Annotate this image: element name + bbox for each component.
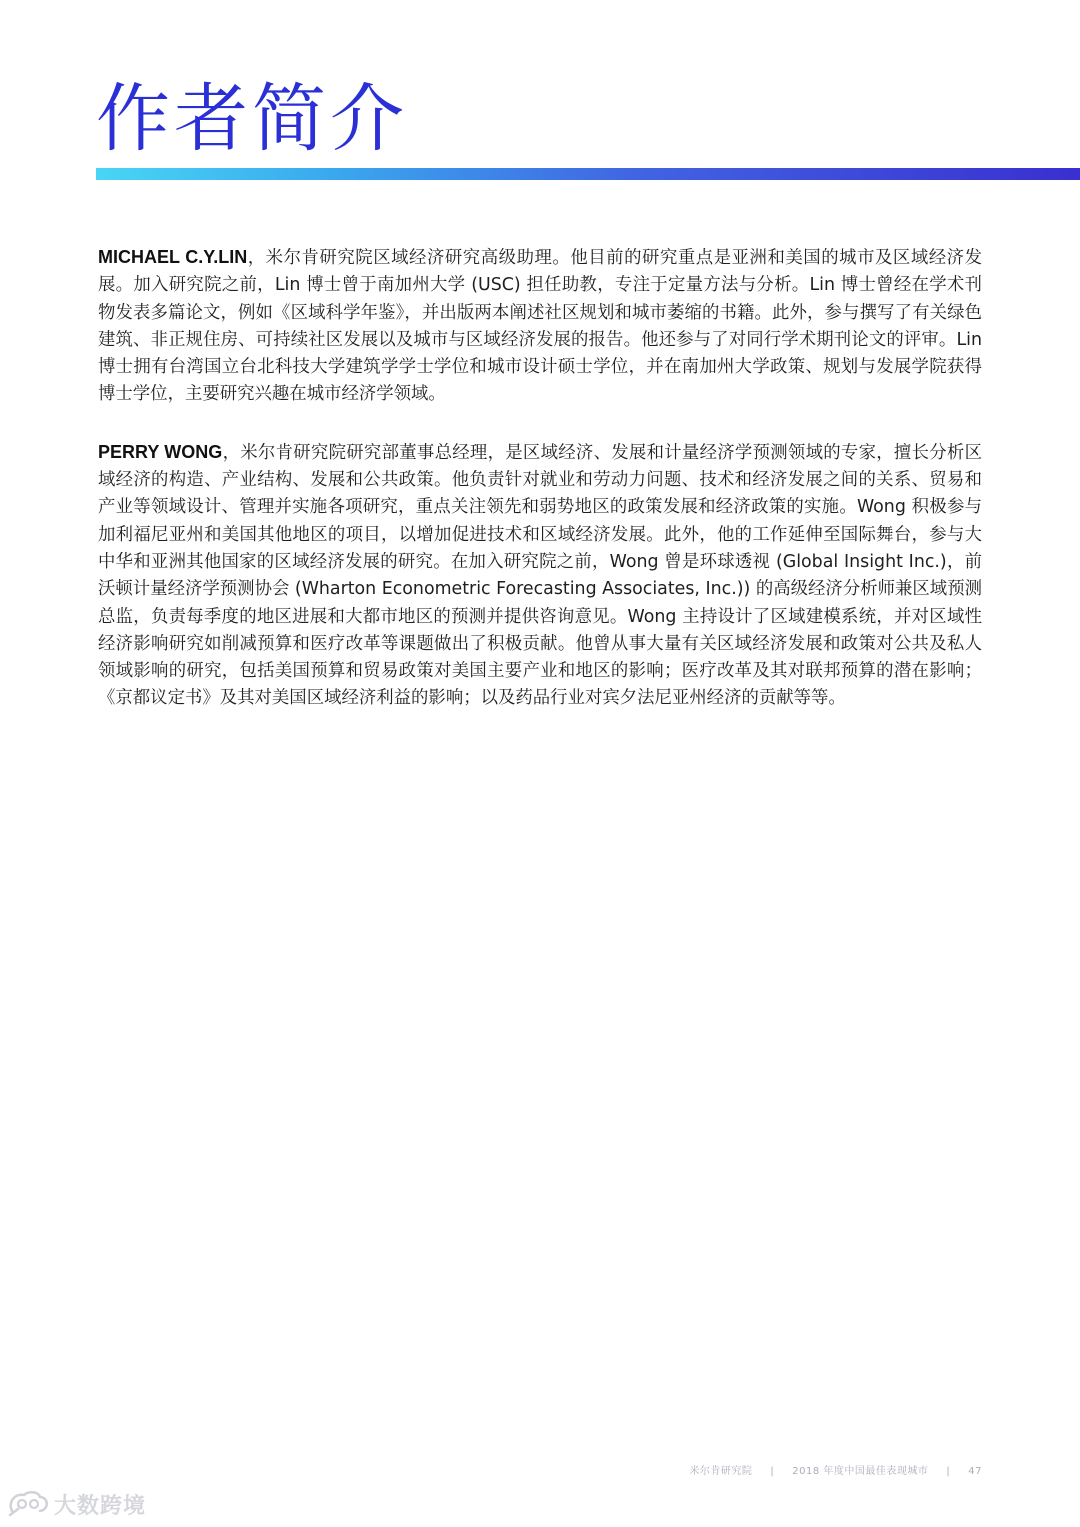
footer-separator: | bbox=[770, 1466, 775, 1477]
watermark-logo-icon bbox=[6, 1489, 50, 1519]
bio-name: PERRY WONG bbox=[98, 441, 223, 462]
bio-michael-lin bbox=[98, 244, 982, 409]
footer-publisher: 米尔肯研究院 bbox=[689, 1466, 753, 1477]
footer-separator: | bbox=[946, 1466, 951, 1477]
watermark-text: 大数跨境 bbox=[54, 1493, 147, 1519]
author-bios bbox=[98, 244, 982, 743]
watermark bbox=[6, 1488, 146, 1520]
bio-text: ，米尔肯研究院区域经济研究高级助理。他目前的研究重点是亚洲和美国的城市及区域经济发展。加入研究院之前，Lin 博士曾于南加州大学 (USC) 担任助教，专注于定量方法与分析。Lin 博士曾经在学术刊物发表多篇论文，例如《区域科学年鉴》，并出版两本阐述社区规划和城市萎缩的书籍。此外，参与撰写了有关绿色建筑、非正规住房、可持续社区发展以及城市与区域经济发展的报告。他还参与了对同行学术期刊论文的评审。Lin 博士拥有台湾国立台北科技大学建筑学学士学位和城市设计硕士学位，并在南加州大学政策、规划与发展学院获得博士学位，主要研究兴趣在城市经济学领域。 bbox=[98, 248, 982, 405]
bio-text: ，米尔肯研究院研究部董事总经理，是区域经济、发展和计量经济学预测领域的专家，擅长分析区域经济的构造、产业结构、发展和公共政策。他负责针对就业和劳动力问题、技术和经济发展之间的关系、贸易和产业等领域设计、管理并实施各项研究，重点关注领先和弱势地区的政策发展和经济政策的实施。Wong 积极参与加利福尼亚州和美国其他地区的项目，以增加促进技术和区域经济发展。此外，他的工作延伸至国际舞台，参与大中华和亚洲其他国家的区域经济发展的研究。在加入研究院之前，Wong 曾是环球透视 (Global Insight Inc.)，前沃顿计量经济学预测协会 (Wharton Econometric Forecasting Associates, Inc.)) 的高级经济分析师兼区域预测总监，负责每季度的地区进展和大都市地区的预测并提供咨询意见。Wong 主持设计了区域建模系统，并对区域性经济影响研究如削减预算和医疗改革等课题做出了积极贡献。他曾从事大量有关区域经济发展和政策对公共及私人领域影响的研究，包括美国预算和贸易政策对美国主要产业和地区的影响；医疗改革及其对联邦预算的潜在影响；《京都议定书》及其对美国区域经济利益的影响；以及药品行业对宾夕法尼亚州经济的贡献等等。 bbox=[98, 442, 982, 709]
title-gradient-bar bbox=[96, 168, 1080, 180]
footer-report-title: 2018 年度中国最佳表现城市 bbox=[792, 1466, 929, 1477]
page-title: 作者简介 bbox=[96, 76, 408, 162]
page-number: 47 bbox=[968, 1466, 982, 1477]
page-footer bbox=[689, 1462, 982, 1477]
bio-perry-wong bbox=[98, 439, 982, 713]
bio-name: MICHAEL C.Y.LIN bbox=[98, 247, 248, 267]
